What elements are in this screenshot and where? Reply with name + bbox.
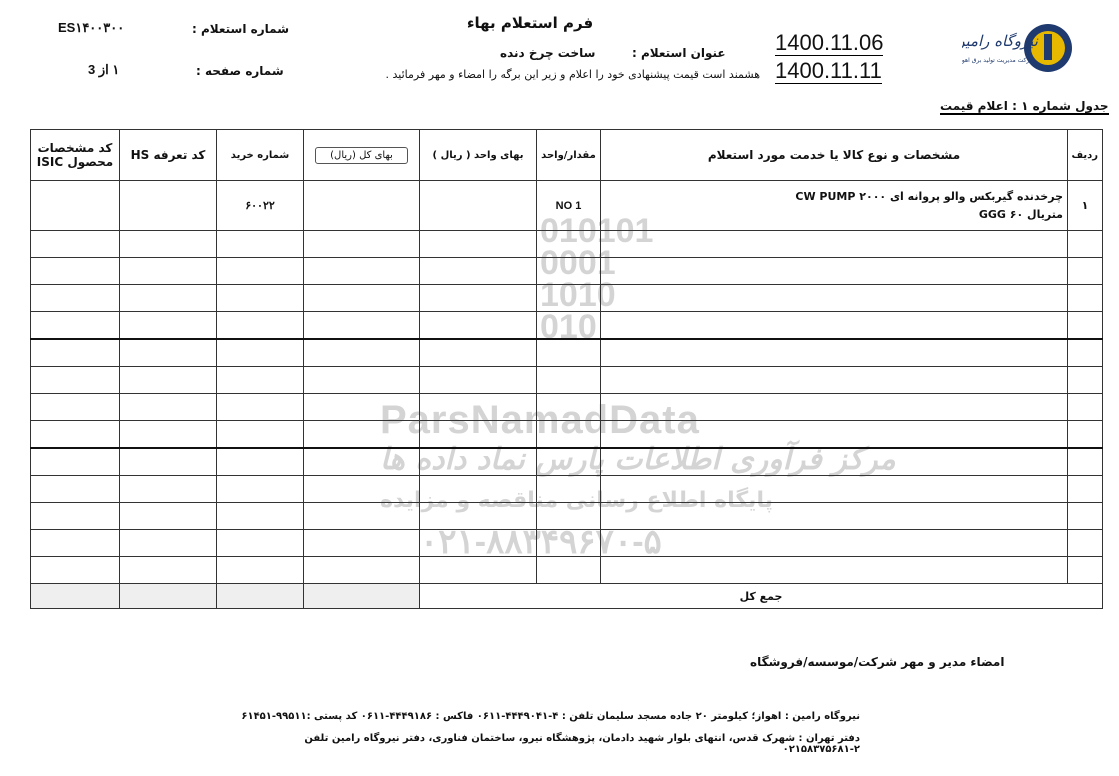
item-description-line1: چرخدنده گیربکس والو پروانه ای ۲۰۰۰ CW PUMP: [795, 189, 1063, 203]
col-description: مشخصات و نوع کالا یا خدمت مورد استعلام: [601, 130, 1068, 181]
deadline-date: 1400.11.11: [775, 58, 882, 83]
watermark-brand: ParsNamadData: [380, 398, 700, 442]
col-total-price: [304, 130, 420, 181]
watermark-digits: 010101 0001 1010 010: [540, 212, 654, 346]
watermark-line2: پایگاه اطلاع رسانی مناقصه و مزایده: [380, 488, 773, 513]
table-caption: جدول شماره ۱ : اعلام قیمت: [940, 99, 1109, 113]
total-label: جمع کل: [420, 584, 1103, 609]
svg-text:شرکت مدیریت تولید برق اهواز: شرکت مدیریت تولید برق اهواز: [962, 57, 1035, 64]
item-order-no: ۶۰۰۲۲: [217, 181, 304, 231]
subject-label: عنوان استعلام :: [632, 46, 726, 60]
form-title: فرم استعلام بهاء: [466, 14, 594, 32]
inquiry-no-value: ES۱۴۰۰۳۰۰: [58, 20, 125, 35]
col-isic: کد مشخصات محصول ISIC: [31, 130, 120, 181]
table-row: [31, 394, 1103, 421]
col-row-no: ردیف: [1068, 130, 1103, 181]
table-row: [31, 285, 1103, 312]
item-row-no: ۱: [1068, 181, 1103, 231]
table-row: [31, 557, 1103, 584]
table-row: [31, 367, 1103, 394]
item-hs-code[interactable]: [120, 181, 217, 231]
total-row: [31, 584, 1103, 609]
page-no-label: شماره صفحه :: [196, 64, 284, 78]
col-qty-unit: مقدار/واحد: [537, 130, 601, 181]
watermark-line1: مرکز فرآوری اطلاعات پارس نماد داده ها: [380, 442, 896, 477]
col-total-price-label: بهای کل (ریال): [315, 147, 408, 164]
subject-value: ساخت چرخ دنده: [500, 46, 596, 60]
table-row: [31, 258, 1103, 285]
col-unit-price: بهای واحد ( ریال ): [420, 130, 537, 181]
item-isic[interactable]: [31, 181, 120, 231]
table-row: [31, 503, 1103, 530]
table-row: [31, 421, 1103, 449]
col-order-no: شماره خرید: [217, 130, 304, 181]
svg-text:نیروگاه رامین: نیروگاه رامین: [962, 32, 1038, 50]
price-table: [30, 129, 1103, 609]
table-row: [31, 530, 1103, 557]
page-no-value: ۱ از 3: [88, 62, 120, 77]
table-row: [31, 476, 1103, 503]
item-qty-unit: 1 NO: [537, 181, 601, 231]
item-description: [601, 181, 1068, 231]
footer-address-tehran: دفتر تهران : شهرک قدس، انتهای بلوار شهید دادمان، پژوهشگاه نیرو، ساختمان فناوری، دفتر نیروگاه رامین تلفن ۲-۰۲۱۵۸۳۷۵۶۸۱: [304, 733, 860, 755]
col-hs-code: کد تعرفه HS: [120, 130, 217, 181]
table-row: [31, 231, 1103, 258]
item-description-line2: متریال GGG ۶۰: [978, 207, 1063, 221]
table-row: [31, 448, 1103, 476]
grand-total-value[interactable]: [304, 584, 420, 609]
notice-text: هشمند است قیمت پیشنهادی خود را اعلام و زیر این برگه را امضاء و مهر فرمائید .: [385, 68, 760, 81]
watermark-phone: ۰۲۱-۸۸۳۴۹۶۷۰-۵: [420, 523, 662, 561]
signature-line: امضاء مدیر و مهر شرکت/موسسه/فروشگاه: [750, 655, 1005, 669]
table-row: [31, 181, 1103, 231]
table-row: [31, 339, 1103, 367]
inquiry-no-label: شماره استعلام :: [192, 22, 289, 36]
footer-address-plant: نیروگاه رامین : اهواز؛ کیلومتر ۲۰ جاده مسجد سلیمان تلفن : ۴-۴۴۴۹۰۴۱-۰۶۱۱ فاکس : ۴۴۴۹۱۸۶-۰۶۱۱ کد پستی :۹۹۵۱۱-۶۱۴۵۱: [241, 711, 860, 722]
table-row: [31, 312, 1103, 340]
inquiry-date: 1400.11.06: [775, 30, 884, 55]
item-total-price[interactable]: [304, 181, 420, 231]
item-unit-price[interactable]: [420, 181, 537, 231]
ramin-logo: [962, 22, 1072, 74]
